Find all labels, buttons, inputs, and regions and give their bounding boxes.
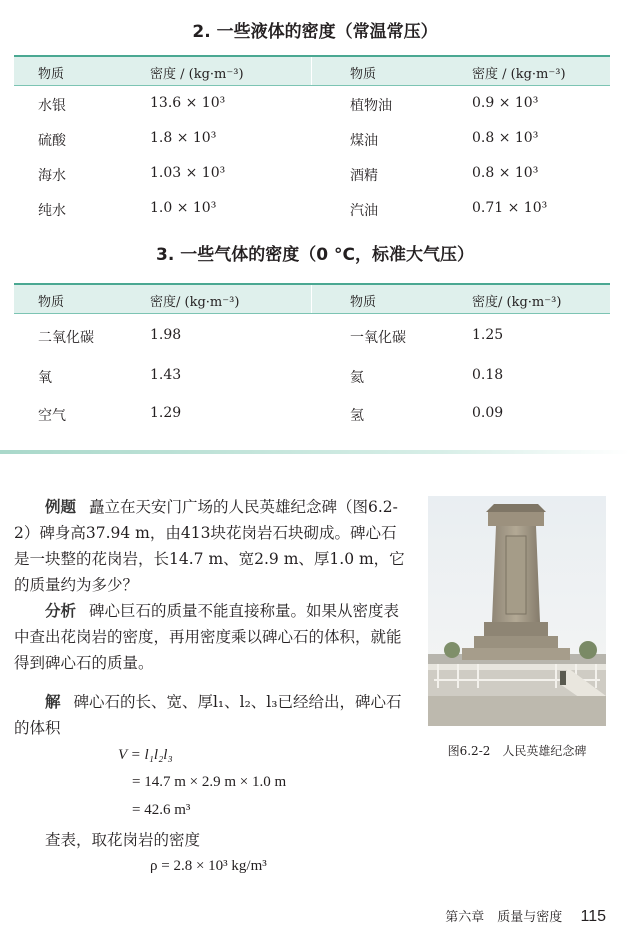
section-divider [0,450,630,454]
header-substance: 物质 [38,295,65,310]
gas-table-title: 3. 一些气体的密度（0 °C，标准大气压） [156,245,474,265]
table-header-row [14,283,610,314]
page-number: 115 [580,908,606,925]
header-substance: 物质 [350,295,377,310]
solution-label: 解 [45,693,61,711]
density-formula: ρ = 2.8 × 10³ kg/m³ [150,858,267,874]
header-density: 密度/ (kg·m⁻³) [150,295,240,310]
formula-line: V = l₁l₂l₃ [118,747,173,763]
solution-paragraph [14,689,408,741]
example-label: 例题 [45,498,77,516]
lookup-paragraph: 查表，取花岗岩的密度 [45,831,201,849]
chapter-label: 第六章 质量与密度 [445,910,563,925]
header-substance: 物质 [38,67,65,82]
analysis-text: 碑心巨石的质量不能直接称量。如果从密度表中查出花岗岩的密度，再用密度乘以碑心石的体积，就能得到碑心石的质量。 [14,602,402,672]
header-density: 密度/ (kg·m⁻³) [472,295,562,310]
example-text: 矗立在天安门广场的人民英雄纪念碑（图6.2-2）碑身高37.94 m，由413块花岗岩石块砌成。碑心石是一块整的花岗岩，长14.7 m、宽2.9 m、厚1.0 m，它的质量约为多少？ [14,498,405,594]
header-density: 密度 / (kg·m⁻³) [150,67,244,82]
figure-caption: 图6.2-2 人民英雄纪念碑 [447,744,587,758]
page-footer [445,906,606,926]
formula-line: = 42.6 m³ [132,802,191,818]
table-header-row [14,55,610,86]
formula-line: = 14.7 m × 2.9 m × 1.0 m [132,774,287,790]
example-paragraph [14,494,408,598]
monument-photo [428,496,606,726]
analysis-label: 分析 [45,602,77,620]
liquid-table-title: 2. 一些液体的密度（常温常压） [192,22,438,42]
analysis-paragraph [14,598,408,676]
solution-text: 碑心石的长、宽、厚l₁、l₂、l₃已经给出，碑心石的体积 [14,693,402,737]
header-substance: 物质 [350,67,377,82]
header-density: 密度 / (kg·m⁻³) [472,67,566,82]
